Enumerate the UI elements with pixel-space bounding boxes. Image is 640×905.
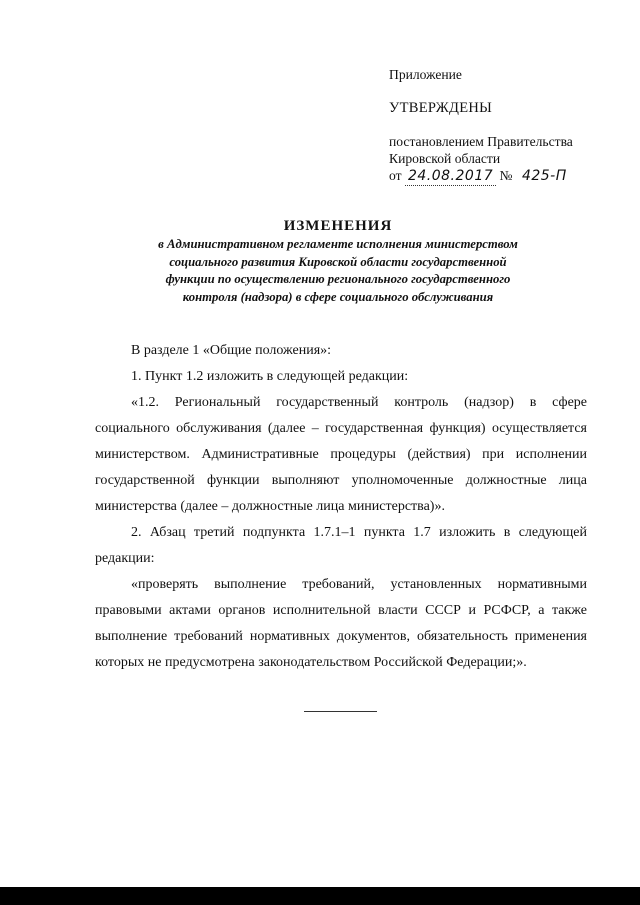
scan-edge-bar	[0, 887, 640, 905]
end-separator	[304, 711, 377, 712]
handwritten-number: 425-П	[521, 168, 567, 184]
number-prefix: №	[499, 168, 513, 183]
document-subtitle	[95, 236, 581, 306]
from-prefix: от	[389, 168, 402, 183]
paragraph-section-intro: В разделе 1 «Общие положения»:	[131, 343, 332, 358]
paragraph-quote-1: «1.2. Региональный государственный контроль (надзор) в сфере социального обслуживания (далее – государственная функция) осуществляется министерством. Административные процедуры (действия) при исполнении государственной функции выполняют уполномоченные должностные лица министерства (далее – должностные лица министерства)».	[95, 395, 587, 514]
document-body	[95, 338, 587, 676]
appendix-label: Приложение	[389, 67, 462, 82]
decree-date-number	[389, 167, 629, 186]
subtitle-line: в Административном регламенте исполнения министерством	[158, 237, 518, 251]
subtitle-line: функции по осуществлению регионального государственного	[165, 272, 511, 286]
paragraph-quote-2: «проверять выполнение требований, установленных нормативными правовыми актами органов исполнительной власти СССР и РСФСР, а также выполнение требований нормативных документов, обязательность применения которых не предусмотрена законодательством Российской Федерации;».	[95, 577, 587, 670]
decree-line-1: постановлением Правительства	[389, 134, 573, 149]
decree-reference	[389, 133, 629, 186]
paragraph-item-2: 2. Абзац третий подпункта 1.7.1–1 пункта 1.7 изложить в следующей редакции:	[95, 525, 587, 566]
paragraph-item-1: 1. Пункт 1.2 изложить в следующей редакции:	[131, 369, 409, 384]
subtitle-line: социального развития Кировской области государственной	[169, 254, 507, 269]
decree-line-2: Кировской области	[389, 151, 501, 166]
document-title: ИЗМЕНЕНИЯ	[283, 218, 393, 234]
handwritten-date: 24.08.2017	[405, 168, 496, 186]
title-block	[95, 217, 581, 306]
approved-label: УТВЕРЖДЕНЫ	[389, 100, 493, 116]
subtitle-line: контроля (надзора) в сфере социального обслуживания	[182, 289, 494, 304]
approval-block	[389, 66, 629, 186]
